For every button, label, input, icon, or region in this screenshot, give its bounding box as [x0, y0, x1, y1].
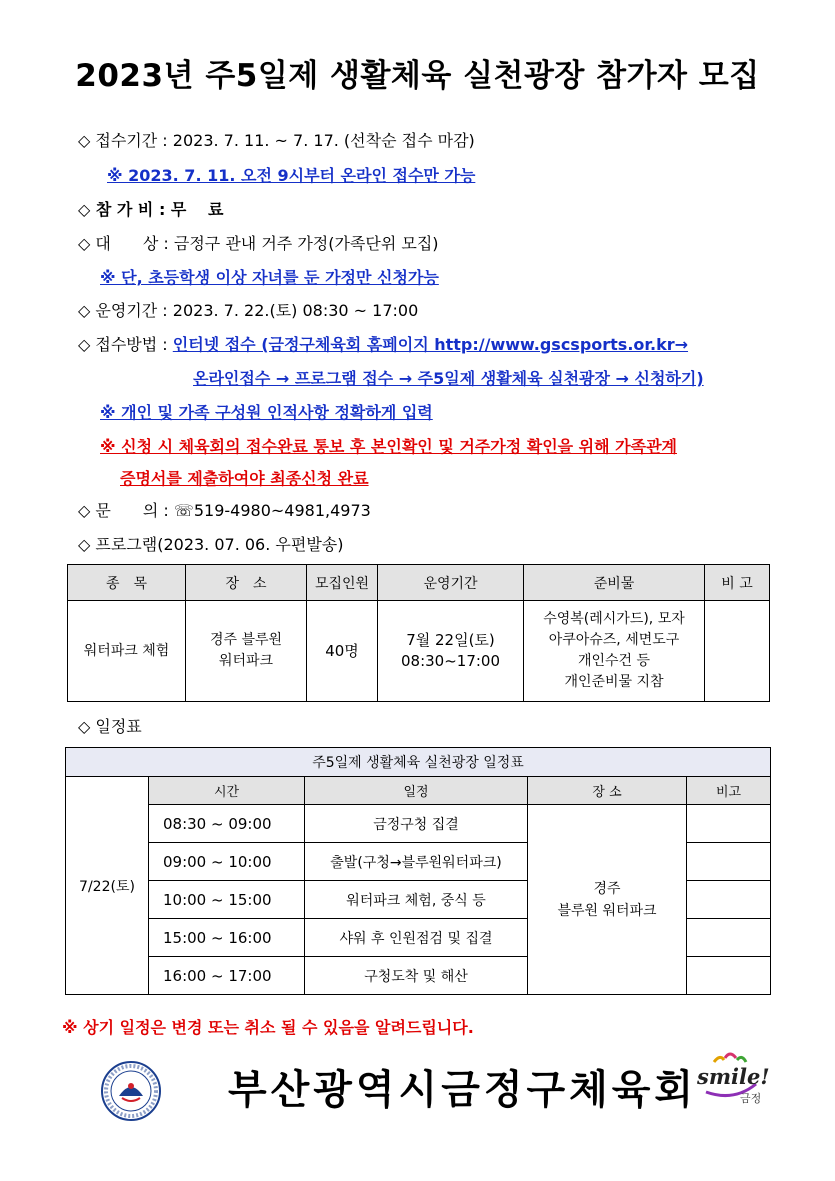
- schedule-note: [687, 881, 771, 919]
- schedule-event: 금정구청 집결: [305, 805, 528, 843]
- program-items: [524, 601, 705, 702]
- schedule-header-time: 시간: [149, 777, 305, 805]
- schedule-event: 샤워 후 인원점검 및 집결: [305, 919, 528, 957]
- schedule-date: 7/22(토): [66, 777, 149, 995]
- program-header-count: 모집인원: [307, 565, 378, 601]
- schedule-note: [687, 805, 771, 843]
- program-header-event: 종 목: [68, 565, 186, 601]
- method-link-line2: 온라인접수 → 프로그램 접수 → 주5일제 생활체육 실천광장 → 신청하기): [193, 369, 704, 388]
- program-event: 워터파크 체험: [68, 601, 186, 702]
- smile-logo-text: smile!: [697, 1064, 770, 1089]
- schedule-place-line1: 경주: [593, 880, 621, 897]
- program-period: [378, 601, 524, 702]
- method-link-line1[interactable]: 인터넷 접수 (금정구체육회 홈페이지 http://www.gscsports.or.kr→: [172, 335, 689, 354]
- reception-note: ※ 2023. 7. 11. 오전 9시부터 온라인 접수만 가능: [107, 166, 476, 185]
- program-count: 40명: [307, 601, 378, 702]
- schedule-note: [687, 843, 771, 881]
- program-table: [67, 564, 770, 702]
- program-place: [186, 601, 307, 702]
- schedule-header-note: 비고: [687, 777, 771, 805]
- method-note: ※ 개인 및 가족 구성원 인적사항 정확하게 입력: [100, 403, 433, 422]
- schedule-note: [687, 957, 771, 995]
- program-header-period: 운영기간: [378, 565, 524, 601]
- target: ◇ 대 상 : 금정구 관내 거주 가정(가족단위 모집): [78, 234, 439, 253]
- schedule-header-event: 일정: [305, 777, 528, 805]
- program-period-line1: 7월 22일(토): [406, 631, 495, 649]
- program-header-place: 장 소: [186, 565, 307, 601]
- schedule-table: [65, 747, 771, 995]
- reception-period: ◇ 접수기간 : 2023. 7. 11. ~ 7. 17. (선착순 접수 마감): [78, 131, 475, 150]
- program-place-line1: 경주 블루원: [209, 632, 283, 648]
- schedule-event: 구청도착 및 해산: [305, 957, 528, 995]
- schedule-notice: ※ 상기 일정은 변경 또는 취소 될 수 있음을 알려드립니다.: [62, 1018, 474, 1037]
- schedule-title: 주5일제 생활체육 실천광장 일정표: [66, 748, 771, 777]
- organization-emblem-icon: [100, 1060, 162, 1122]
- schedule-place: [528, 805, 687, 995]
- schedule-event: 출발(구청→블루원워터파크): [305, 843, 528, 881]
- program-item: 개인수건 등: [577, 653, 651, 669]
- program-period-line2: 08:30~17:00: [400, 652, 501, 670]
- schedule-time: 15:00 ~ 16:00: [149, 919, 305, 957]
- program-header-note: 비 고: [705, 565, 770, 601]
- contact: ◇ 문 의 : ☏519-4980~4981,4973: [78, 501, 371, 520]
- schedule-time: 08:30 ~ 09:00: [149, 805, 305, 843]
- page-title: 2023년 주5일제 생활체육 실천광장 참가자 모집: [75, 58, 760, 94]
- schedule-place-line2: 블루원 워터파크: [557, 902, 657, 919]
- program-header-items: 준비물: [524, 565, 705, 601]
- target-note: ※ 단, 초등학생 이상 자녀를 둔 가정만 신청가능: [100, 268, 439, 287]
- schedule-event: 워터파크 체험, 중식 등: [305, 881, 528, 919]
- program-note: [705, 601, 770, 702]
- schedule-time: 16:00 ~ 17:00: [149, 957, 305, 995]
- red-note-line1: ※ 신청 시 체육회의 접수완료 통보 후 본인확인 및 거주가정 확인을 위해 가족관계: [100, 437, 677, 456]
- operation-period: ◇ 운영기간 : 2023. 7. 22.(토) 08:30 ~ 17:00: [78, 301, 419, 320]
- schedule-note: [687, 919, 771, 957]
- program-item: 개인준비물 지참: [564, 674, 664, 690]
- method-label: ◇ 접수방법 :: [78, 335, 173, 354]
- program-heading: ◇ 프로그램(2023. 07. 06. 우편발송): [78, 535, 344, 554]
- fee: ◇ 참 가 비 : 무 료: [78, 200, 224, 219]
- smile-logo-subtext: 금정: [740, 1092, 762, 1105]
- organization-name: 부산광역시금정구체육회: [228, 1067, 698, 1113]
- schedule-heading: ◇ 일정표: [78, 717, 142, 736]
- schedule-time: 09:00 ~ 10:00: [149, 843, 305, 881]
- program-item: 아쿠아슈즈, 세면도구: [548, 632, 680, 648]
- red-note-line2: 증명서를 제출하여야 최종신청 완료: [120, 469, 369, 488]
- program-item: 수영복(레시가드), 모자: [543, 611, 685, 627]
- schedule-time: 10:00 ~ 15:00: [149, 881, 305, 919]
- program-place-line2: 워터파크: [218, 653, 274, 669]
- method: [78, 332, 688, 355]
- schedule-header-place: 장 소: [528, 777, 687, 805]
